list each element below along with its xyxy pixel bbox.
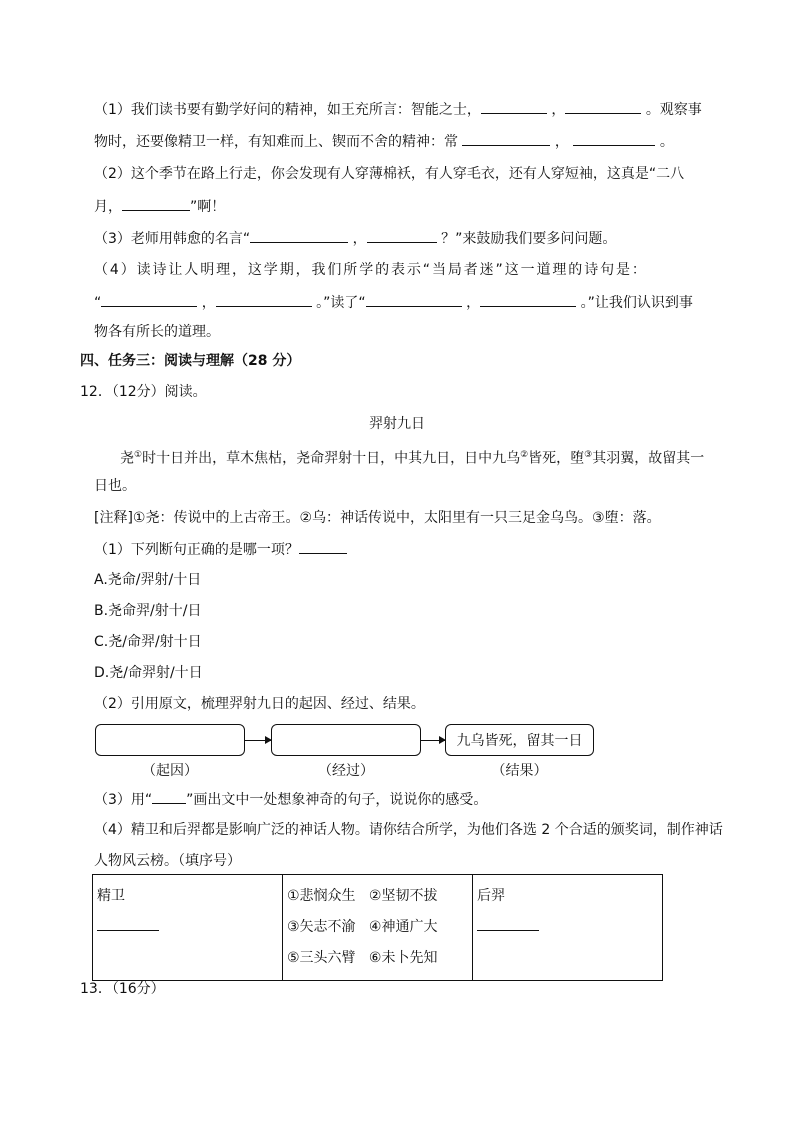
answer-blank[interactable] <box>366 292 462 307</box>
q12-sub1 <box>94 539 347 560</box>
houyi-cell <box>473 875 663 981</box>
q11-text: （4）读诗让人明理，这学期，我们所学的表示“当局者迷”这一道理的诗句是： <box>94 262 648 278</box>
q11-item3 <box>94 228 616 249</box>
footnote-mark: ① <box>134 450 143 460</box>
answer-blank[interactable] <box>573 131 655 146</box>
answer-blank[interactable] <box>250 228 348 243</box>
q11-item2-line1 <box>94 164 684 184</box>
award-word: ②坚韧不拔 <box>368 888 438 904</box>
houyi-label: 后羿 <box>477 888 505 904</box>
flow-label-cause: （起因） <box>142 763 198 779</box>
jingwei-cell <box>93 875 283 981</box>
arrow-icon <box>245 740 271 741</box>
q11-text: 。观察事 <box>645 102 702 118</box>
q11-text: ， <box>201 295 216 311</box>
underline-sample <box>152 789 186 804</box>
q11-text: ， <box>554 134 569 150</box>
q11-text: ， <box>466 295 481 311</box>
passage-text: 时十日并出，草木焦枯，尧命羿射十日，中其九日，日中九乌 <box>142 450 521 467</box>
q11-text: （2）这个季节在路上行走，你会发现有人穿薄棉袄，有人穿毛衣，还有人穿短袖，这真是“二八 <box>94 166 685 182</box>
passage-title: 羿射九日 <box>369 416 425 432</box>
answer-blank[interactable] <box>216 292 312 307</box>
answer-blank[interactable] <box>97 916 159 931</box>
q11-item4-line3 <box>94 322 220 342</box>
q11-text: “ <box>94 295 102 311</box>
flow-box-cause[interactable] <box>95 724 245 756</box>
answer-blank[interactable] <box>481 99 547 114</box>
award-word: ④神通广大 <box>368 919 438 935</box>
q11-text: 。”让我们认识到事 <box>580 295 693 311</box>
answer-blank[interactable] <box>565 99 641 114</box>
answer-blank[interactable] <box>299 539 347 554</box>
q12-heading: 12．（12分）阅读。 <box>80 384 207 400</box>
option-d[interactable]: D.尧/命羿射/十日 <box>94 665 203 681</box>
passage-line1 <box>120 445 704 469</box>
flow-box-result: 九乌皆死，留其一日 <box>445 724 594 756</box>
q11-text: ？”来鼓励我们要多问问题。 <box>441 231 617 247</box>
passage-line2: 日也。 <box>94 478 136 494</box>
q13-heading: 13．（16分） <box>80 981 165 997</box>
q11-text: 。 <box>659 134 674 150</box>
flow-label-result: （结果） <box>491 763 548 779</box>
answer-blank[interactable] <box>480 292 576 307</box>
q12-sub2: （2）引用原文，梳理羿射九日的起因、经过、结果。 <box>94 696 425 712</box>
q12-sub4-line1: （4）精卫和后羿都是影响广泛的神话人物。请你结合所学，为他们各选 2 个合适的颁奖词，制作神话 <box>94 822 723 838</box>
q11-text: 物各有所长的道理。 <box>94 324 220 340</box>
footnote-mark: ③ <box>584 450 593 460</box>
q11-item4-line2 <box>94 292 693 313</box>
award-word: ③矢志不渝 <box>287 919 356 935</box>
award-table <box>92 874 663 981</box>
arrow-icon <box>421 740 445 741</box>
answer-blank[interactable] <box>462 131 550 146</box>
passage-text: 其羽翼，故留其一 <box>592 450 705 467</box>
answer-blank[interactable] <box>477 916 539 931</box>
option-b[interactable]: B.尧命羿/射十/日 <box>94 603 202 619</box>
answer-blank[interactable] <box>122 196 190 211</box>
q11-text: ， <box>352 231 367 247</box>
passage-notes: [注释]①尧：传说中的上古帝王。②乌：神话传说中，太阳里有一只三足金乌鸟。③堕：落。 <box>94 510 661 526</box>
answer-blank[interactable] <box>367 228 437 243</box>
q12-text: ”画出文中一处想象神奇的句子，说说你的感受。 <box>186 792 488 808</box>
q11-text: 月， <box>94 199 122 215</box>
section-heading: 四、任务三：阅读与理解（28 分） <box>80 353 301 369</box>
q12-sub3 <box>94 789 487 810</box>
q11-text: ”啊！ <box>190 199 226 215</box>
q11-item2-line2 <box>94 196 225 217</box>
flow-label-process: （经过） <box>318 763 374 779</box>
passage-text: 尧 <box>120 450 134 467</box>
jingwei-label: 精卫 <box>97 888 125 904</box>
award-word: ①悲悯众生 <box>287 888 356 904</box>
q11-item1-line1 <box>94 99 702 120</box>
q11-item1-line2 <box>94 131 674 152</box>
q11-text: （1）我们读书要有勤学好问的精神，如王充所言：智能之士， <box>94 102 481 118</box>
q11-text: （3）老师用韩愈的名言“ <box>94 231 251 247</box>
award-word: ⑤三头六臂 <box>287 950 356 966</box>
option-c[interactable]: C.尧/命羿/射十日 <box>94 634 202 650</box>
q11-text: ， <box>551 102 566 118</box>
award-word: ⑥未卜先知 <box>368 950 438 966</box>
answer-blank[interactable] <box>101 292 197 307</box>
q12-text: （1）下列断句正确的是哪一项？ <box>94 542 299 558</box>
award-words-cell <box>283 875 473 981</box>
option-a[interactable]: A.尧命/羿射/十日 <box>94 572 202 588</box>
q11-item4-line1 <box>94 260 648 280</box>
q12-sub4-line2: 人物风云榜。（填序号） <box>94 853 241 869</box>
q12-text: （3）用“ <box>94 792 153 808</box>
flow-box-process[interactable] <box>271 724 421 756</box>
q11-text: 。”读了“ <box>316 295 366 311</box>
footnote-mark: ② <box>520 450 529 460</box>
q11-text: 物时，还要像精卫一样，有知难而上、锲而不舍的精神：常 <box>94 134 458 150</box>
passage-text: 皆死，堕 <box>528 450 585 467</box>
